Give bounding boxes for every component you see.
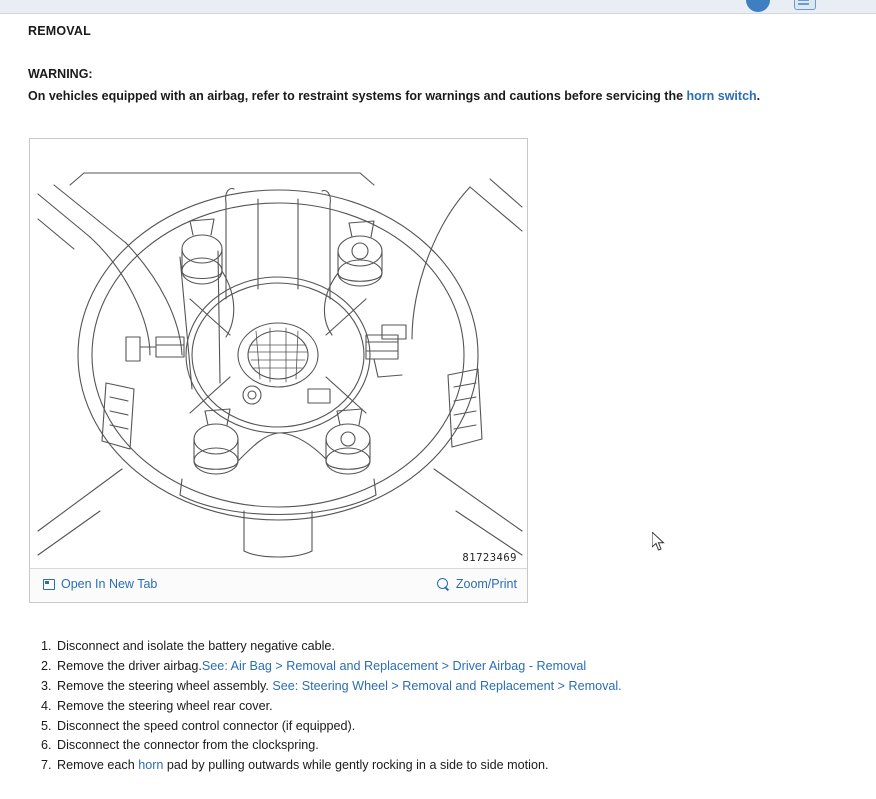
list-item	[55, 677, 622, 697]
step-link-horn[interactable]: horn	[138, 758, 164, 773]
removal-steps-list	[33, 637, 622, 776]
page-title: REMOVAL	[28, 24, 91, 38]
step-text-pre: Remove each	[57, 758, 139, 773]
step-text: Remove the driver airbag.	[57, 658, 202, 673]
warning-text-after: .	[756, 89, 761, 103]
open-in-new-tab-button[interactable]	[43, 577, 157, 591]
step-text: Disconnect the speed control connector (if equipped).	[57, 718, 356, 733]
list-item	[55, 697, 622, 717]
warning-block	[28, 67, 848, 105]
step-text: Disconnect the connector from the clockspring.	[57, 738, 319, 753]
figure-image[interactable]	[30, 139, 527, 568]
open-in-new-tab-label: Open In New Tab	[61, 577, 158, 591]
zoom-print-label: Zoom/Print	[455, 577, 517, 591]
steering-wheel-diagram	[30, 139, 527, 568]
warning-label: WARNING:	[28, 67, 93, 81]
list-item	[55, 756, 622, 776]
figure-container	[29, 138, 528, 603]
document-icon[interactable]	[794, 0, 816, 10]
warning-text-before: On vehicles equipped with an airbag, refer to restraint systems for warnings and cautions before servicing the	[28, 89, 687, 103]
list-item	[55, 657, 622, 677]
step-text: Remove the steering wheel rear cover.	[57, 698, 273, 713]
round-blue-button-icon[interactable]	[746, 0, 770, 12]
warning-text	[28, 88, 848, 105]
figure-toolbar	[30, 568, 527, 602]
step-text-post: pad by pulling outwards while gently rocking in a side to side motion.	[163, 758, 549, 773]
viewer-toolbar-strip	[0, 0, 876, 14]
step-link-steering-wheel[interactable]: See: Steering Wheel > Removal and Replacement > Removal.	[272, 678, 622, 693]
step-text: Remove the steering wheel assembly.	[57, 678, 273, 693]
list-item	[55, 736, 622, 756]
step-text: Disconnect and isolate the battery negative cable.	[57, 639, 335, 653]
figure-code: 81723469	[462, 552, 517, 564]
list-item	[55, 637, 622, 657]
list-item	[55, 717, 622, 737]
zoom-print-button[interactable]	[437, 577, 517, 591]
magnifier-icon	[437, 578, 450, 591]
new-tab-icon	[43, 579, 55, 590]
step-link-driver-airbag[interactable]: See: Air Bag > Removal and Replacement > Driver Airbag - Removal	[201, 658, 587, 673]
horn-switch-link[interactable]: horn switch	[686, 89, 757, 103]
